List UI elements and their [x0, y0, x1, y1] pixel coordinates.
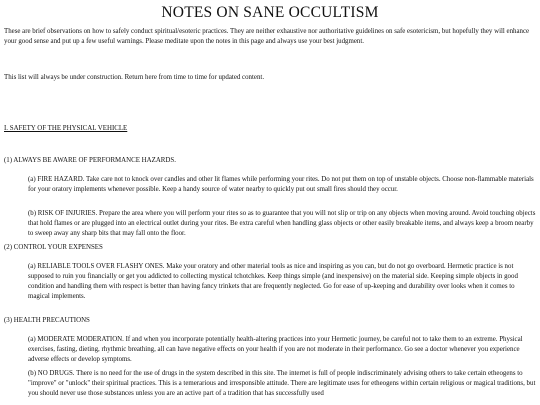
item-heading-control-expenses: (2) CONTROL YOUR EXPENSES: [4, 244, 103, 251]
item-heading-performance-hazards: (1) ALWAYS BE AWARE OF PERFORMANCE HAZARDS.: [4, 157, 176, 164]
subitem-reliable-tools: (a) RELIABLE TOOLS OVER FLASHY ONES. Make your oratory and other material tools as nice and inspiring as you can, but do not go overboard. Hermetic practice is not supposed to ruin you financially or get you addicted to collecting mystical tchotchkes. Keep things simple (and inexpensive) on the material side. Keeping simple objects in good condition and handling them with respect is better than having fancy trinkets that are frequently neglected. Go for ease of up-keeping and durability over looks when it comes to magical implements.: [28, 263, 518, 300]
subitem-no-drugs: (b) NO DRUGS. There is no need for the use of drugs in the system described in this site. The internet is full of people indiscriminately advising others to take certain etheogens to "improve" or "unlock" their spiritual practices. This is a temerarious and irresponsible attitude. There are legitimate uses for etheogens within certain religious or magical traditions, but you should never use those substances unless you are an active part of a tradition that has successfully used: [28, 370, 536, 397]
subitem-risk-of-injuries: (b) RISK OF INJURIES. Prepare the area where you will perform your rites so as to guarantee that you will not slip or trip on any objects when moving around. Avoid touching objects that hold flames or are plugged into an electrical outlet during your rites. Be extra careful when handling glass objects or other easily breakable items, and always keep a broom nearby to sweep away any sharp bits that may fall onto the floor.: [28, 210, 536, 237]
subitem-moderate-moderation: (a) MODERATE MODERATION. If and when you incorporate potentially health-altering practices into your Hermetic journey, be careful not to take them to an extreme. Physical exercises, fasting, dieting, rhythmic breathing, all can have negative effects on your health if you are not moderate in their performance. Go see a doctor whenever you experience adverse effects or develop symptoms.: [28, 336, 523, 363]
section-heading-physical-safety: I. SAFETY OF THE PHYSICAL VEHICLE: [4, 125, 128, 132]
intro-paragraph: These are brief observations on how to safely conduct spiritual/esoteric practices. They are neither exhaustive nor authoritative guidelines on safe esotericism, but hopefully they will enhance your good sense and put up a few useful warnings. Please meditate upon the notes in this page and always use your best judgment.: [4, 28, 530, 45]
page-title: NOTES ON SANE OCCULTISM: [161, 4, 379, 21]
subitem-fire-hazard: (a) FIRE HAZARD. Take care not to knock over candles and other lit flames while performing your rites. Do not put them on top of unstable objects. Choose non-flammable materials for your oratory implements whenever possible. Keep a handy source of water nearby to quickly put out small fires should they occur.: [28, 176, 534, 193]
item-heading-health-precautions: (3) HEALTH PRECAUTIONS: [4, 317, 90, 324]
construction-note: This list will always be under construction. Return here from time to time for updated content.: [4, 74, 265, 81]
